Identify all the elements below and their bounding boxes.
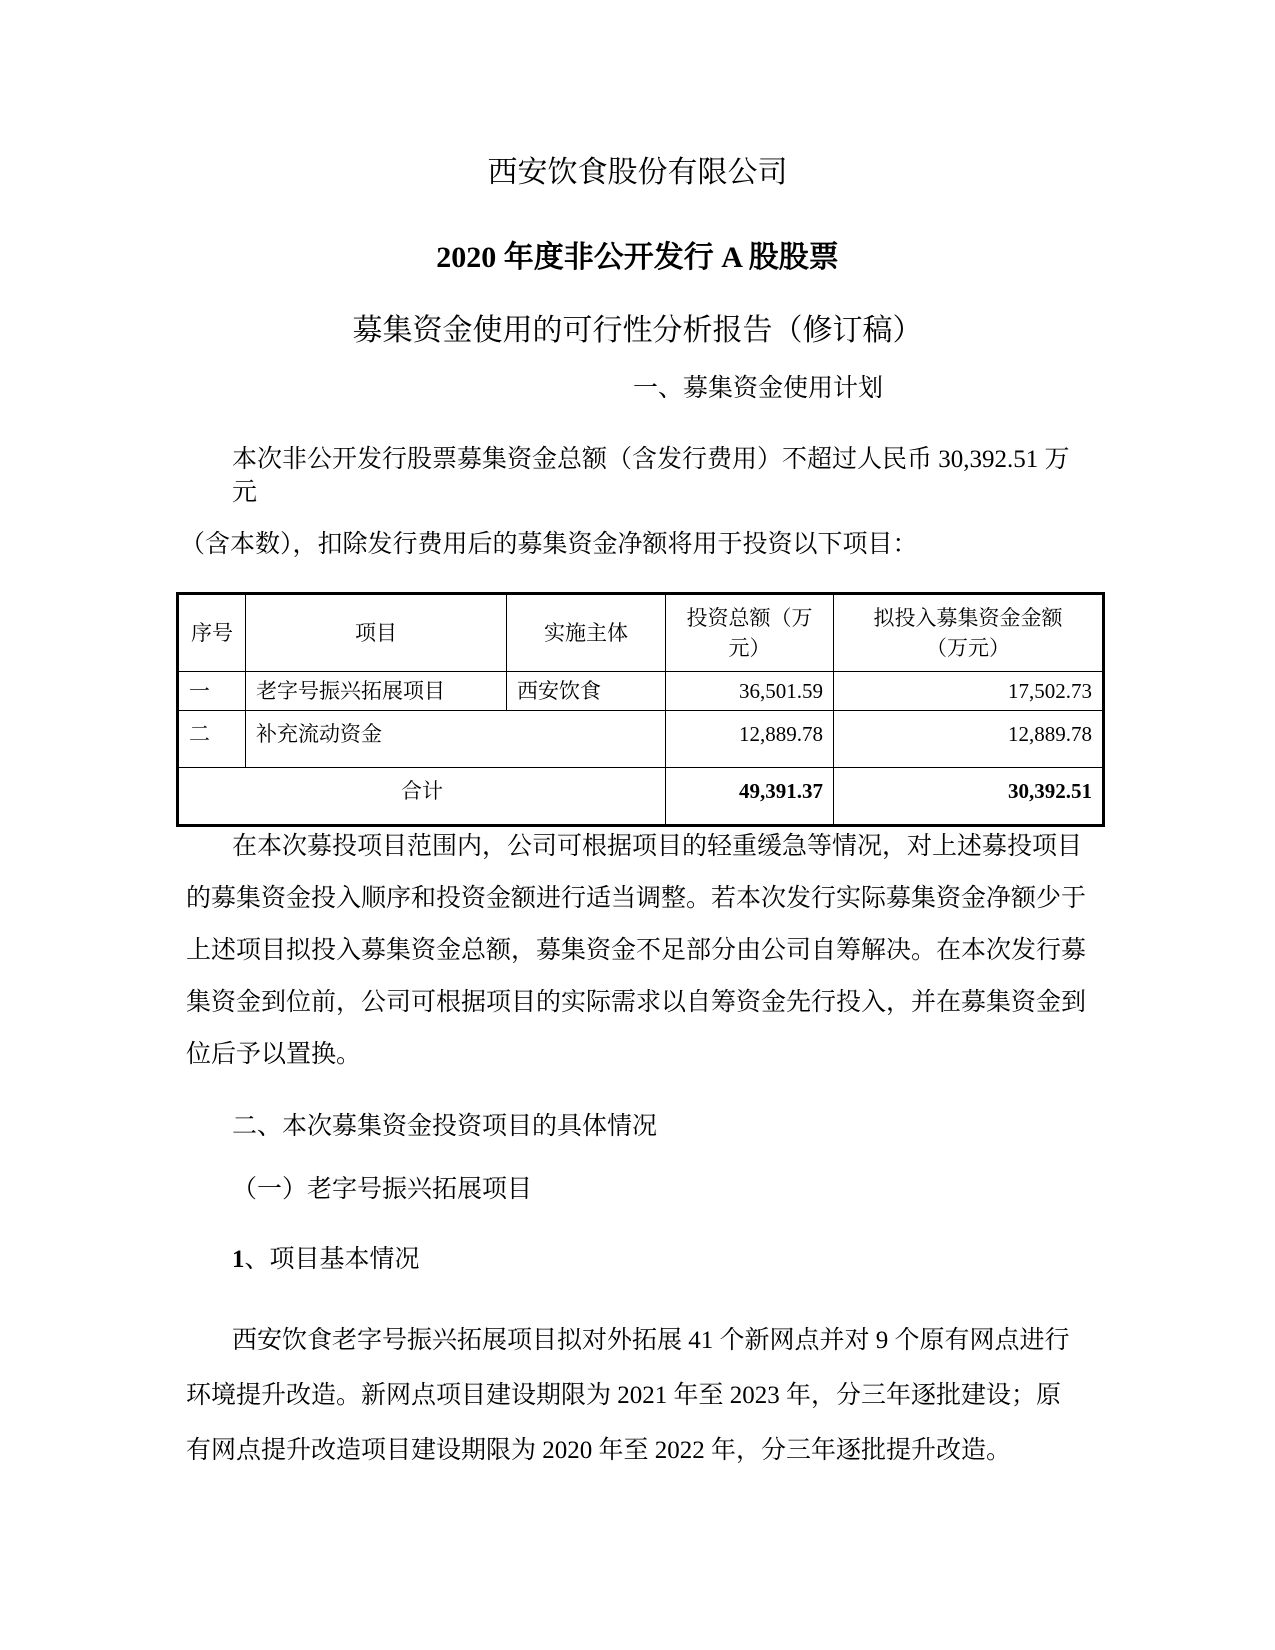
project-line3: 有网点提升改造项目建设期限为 2020 年至 2022 年，分三年逐批提升改造。 — [186, 1437, 1012, 1464]
project-line1: 西安饮食老字号振兴拓展项目拟对外拓展 41 个新网点并对 9 个原有网点进行 — [232, 1327, 1070, 1354]
header-no: 序号 — [178, 594, 246, 672]
section1-heading: 一、募集资金使用计划 — [633, 375, 884, 402]
intro-line2: 元 — [232, 479, 258, 506]
item-heading — [232, 1245, 420, 1275]
row2-raised: 12,889.78 — [834, 711, 1104, 768]
intro-line3: （含本数），扣除发行费用后的募集资金净额将用于投资以下项目： — [180, 531, 918, 558]
intro-line1: 本次非公开发行股票募集资金总额（含发行费用）不超过人民币 30,392.51 万 — [232, 446, 1070, 473]
header-raised-line2: （万元） — [926, 636, 1010, 660]
item-number: 1 — [232, 1246, 245, 1273]
total-investment: 49,391.37 — [666, 768, 834, 826]
adjust-line1: 在本次募投项目范围内，公司可根据项目的轻重缓急等情况，对上述募投项目 — [232, 833, 1083, 860]
header-total-line1: 投资总额（万 — [686, 606, 813, 630]
table-total-row — [178, 768, 1104, 826]
section2-subheading: （一）老字号振兴拓展项目 — [232, 1176, 533, 1203]
header-raised — [834, 594, 1104, 672]
table-header-row — [178, 594, 1104, 672]
row2-total: 12,889.78 — [666, 711, 834, 768]
report-title-line3: 募集资金使用的可行性分析报告（修订稿） — [352, 314, 923, 347]
row1-raised: 17,502.73 — [834, 672, 1104, 711]
item-title: 、项目基本情况 — [244, 1246, 420, 1273]
adjust-line5: 位后予以置换。 — [186, 1041, 362, 1068]
row1-project: 老字号振兴拓展项目 — [246, 672, 507, 711]
adjust-line3: 上述项目拟投入募集资金总额，募集资金不足部分由公司自筹解决。在本次发行募 — [186, 937, 1087, 964]
adjust-line4: 集资金到位前，公司可根据项目的实际需求以自筹资金先行投入，并在募集资金到 — [186, 989, 1087, 1016]
company-name: 西安饮食股份有限公司 — [487, 156, 788, 189]
adjustment-paragraph — [186, 821, 1086, 1081]
total-label: 合计 — [178, 768, 666, 826]
table-row — [178, 711, 1104, 768]
row2-project: 补充流动资金 — [246, 711, 666, 768]
report-title-line2: 2020 年度非公开发行 A 股股票 — [436, 241, 839, 274]
row1-no: 一 — [178, 672, 246, 711]
header-entity: 实施主体 — [507, 594, 666, 672]
row1-total: 36,501.59 — [666, 672, 834, 711]
header-total — [666, 594, 834, 672]
header-total-line2: 元） — [728, 636, 771, 660]
project-line2: 环境提升改造。新网点项目建设期限为 2021 年至 2023 年，分三年逐批建设；原 — [186, 1382, 1062, 1409]
total-raised: 30,392.51 — [834, 768, 1104, 826]
header-raised-line1: 拟投入募集资金金额 — [873, 606, 1063, 630]
section2-heading: 二、本次募集资金投资项目的具体情况 — [232, 1113, 658, 1140]
investment-table — [176, 592, 1105, 827]
row1-entity: 西安饮食 — [507, 672, 666, 711]
adjust-line2: 的募集资金投入顺序和投资金额进行适当调整。若本次发行实际募集资金净额少于 — [186, 885, 1087, 912]
row2-no: 二 — [178, 711, 246, 768]
table-row — [178, 672, 1104, 711]
header-project: 项目 — [246, 594, 507, 672]
project-paragraph — [186, 1313, 1086, 1478]
